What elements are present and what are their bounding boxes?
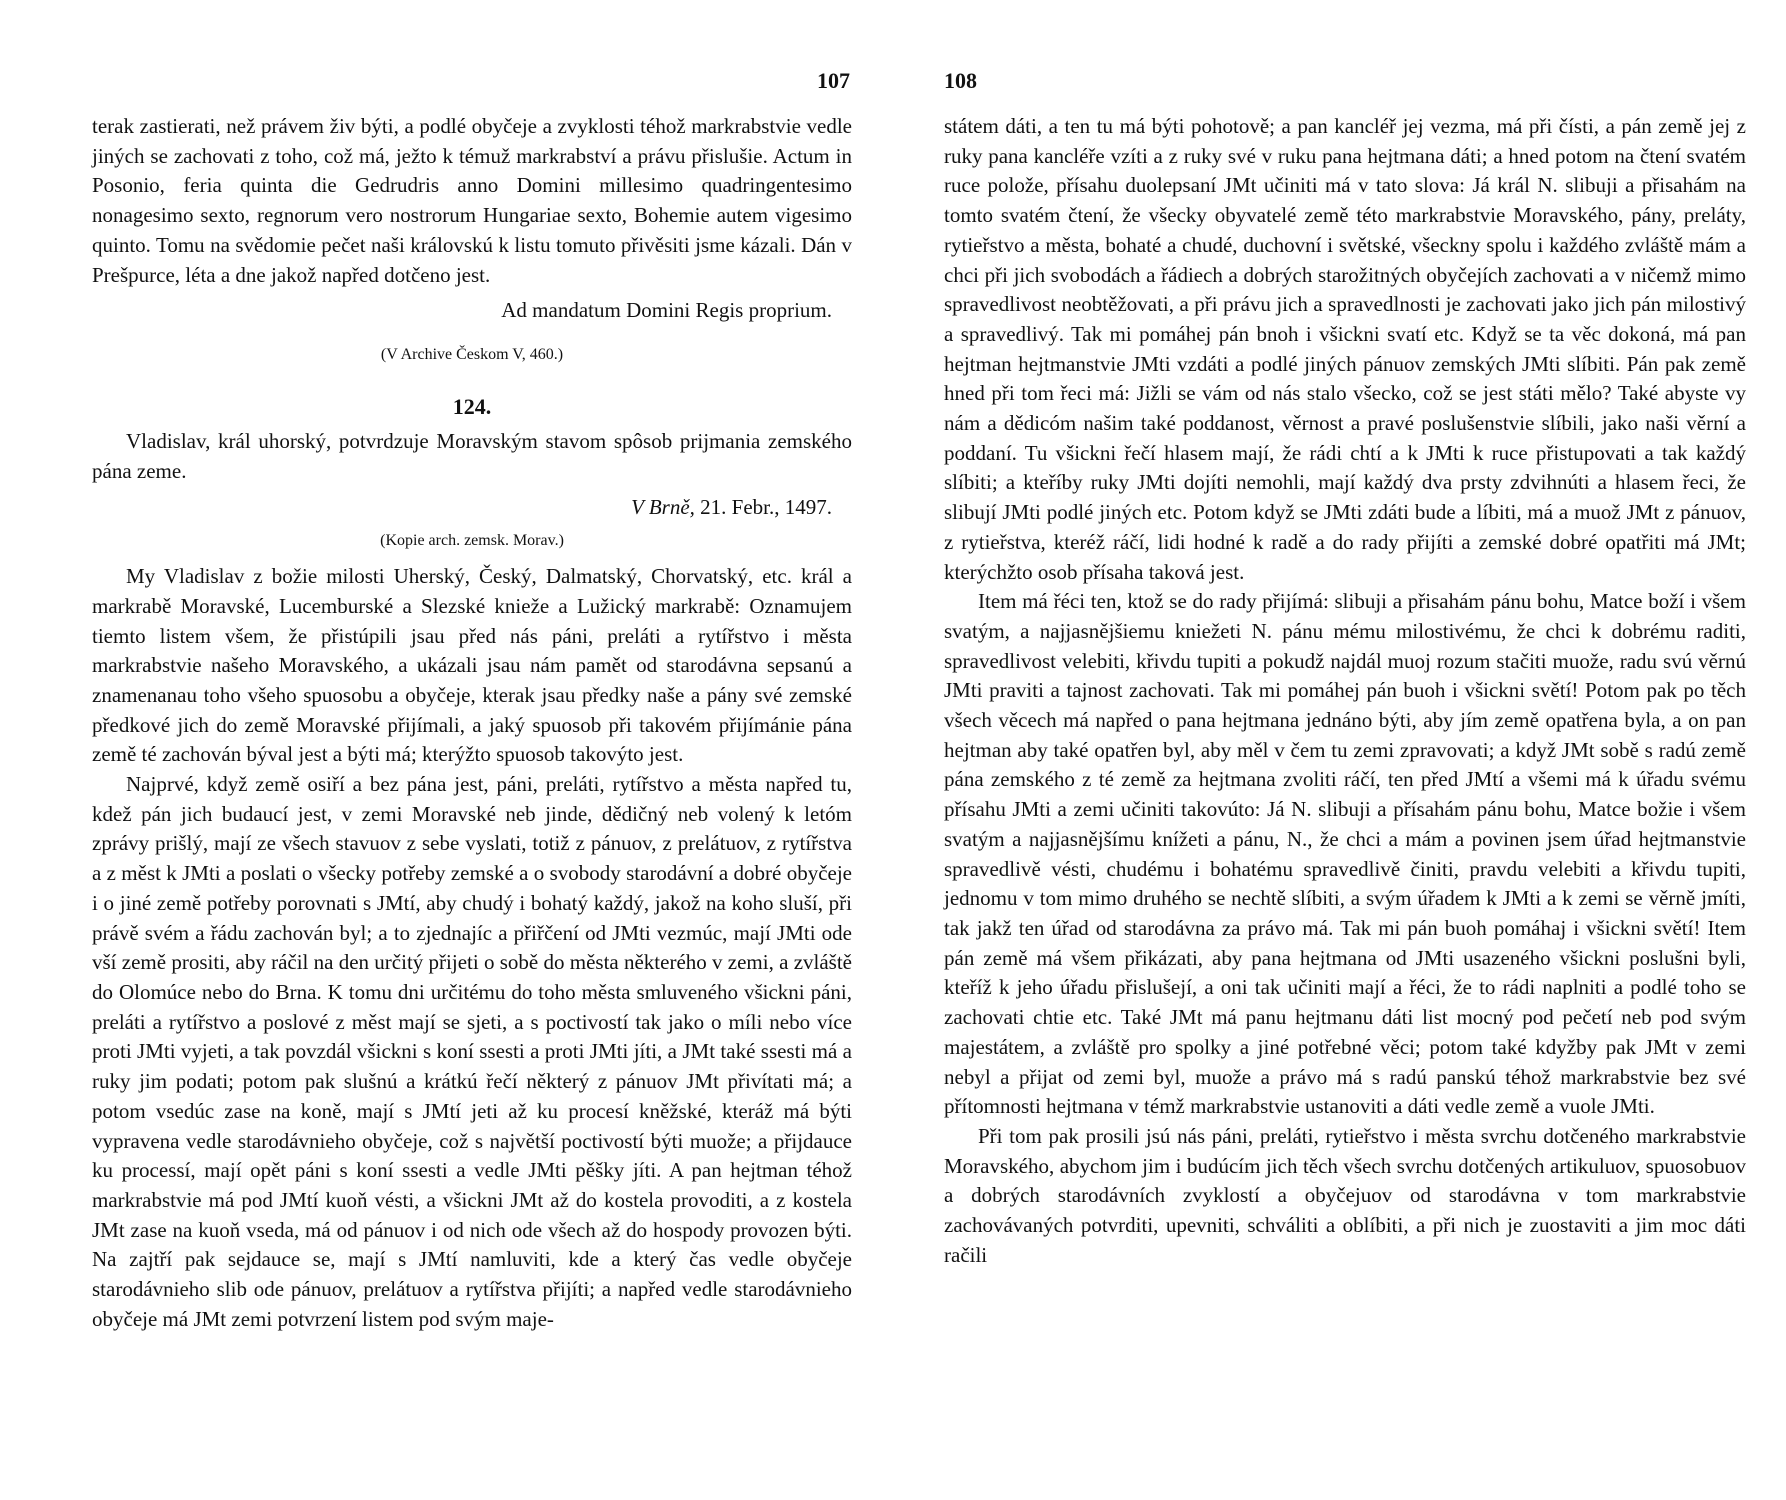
source-citation-1: (V Archive Českom V, 460.) [380, 345, 564, 363]
place: V Brně, [631, 494, 695, 519]
date: 21. Febr., 1497. [700, 494, 832, 519]
document-number: 124. [452, 393, 492, 419]
charter-paragraph-2: Najprvé, když země osiří a bez pána jest, páni, preláti, rytířstvo a města napřed tu, kdež pán jich budaucí jest, v zemi Moravské neb jinde, dědičný neb volený k letóm zprávy prišlý, mají ze všech stavuov z sebe vyslati, totiž z pánuov, z prelátuov, z rytířstva a z měst k JMti a poslati o všecky potřeby zemské a o svobody starodávní a dobré obyčeje i o jiné země potřeby porovnati s JMtí, aby chudý i bohatý každý, jakož na koho sluší, při právě svém a řádu zachován byl; a to zjednajíc a přiřčení od JMti vezmúc, mají JMti ode vší země prositi, aby ráčil na den určitý přijeti o sobě do města některého v zemi, a zvláště do Olomúce nebo do Brna. K tomu dni určitému do toho města smluveného všickni páni, preláti a rytířstvo a poslové z měst mají se sjeti, a s poctivostí tak jako o míli nebo více proti JMti vyjeti, a tak povzdál všickni s koní ssesti a proti JMti jíti, a JMt také ssesti má a ruky jim podati; potom pak slušnú a krátkú řečí některý z pánuov JMt přivítati má; a potom vsedúc zase na koně, mají s JMtí jeti až ku procesí kněžské, kteráž má býti vypravena vedle starodávnieho obyčeje, což s najvětší poctivostí býti muože; a přijdauce ku processí, mají opět páni s koní ssesti a vedle JMti pěšky jíti. A pan hejtman téhož markrabstvie má pod JMtí kuoň vésti, a všickni JMt až do kostela provoditi, a z kostela JMt zase na kuoň vseda, má od pánuov i od nich ode všech až do hospody provozen býti. Na zajtří pak sejdauce se, mají s JMtí namluviti, kde a který čas vedle obyčeje starodávnieho slib ode pánuov, prelátuov a rytířstva přijíti; a napřed vedle starodávnieho obyčeje má JMt zemi potvrzení listem pod svým maje- [92, 772, 852, 1331]
charter-paragraph-1: My Vladislav z božie milosti Uherský, Český, Dalmatský, Chorvatský, etc. král a markrabě Moravské, Lucemburské a Slezské knieže a Lužický markrabě: Oznamujem tiemto listem všem, že přistúpili jsau před nás páni, preláti a rytířstvo i města markrabstvie našeho Moravského, a ukázali jsau nám pamět od starodávna sepsanú a znamenanau toho všeho spuosobu a obyčeje, kterak jsau předky naše a pány své zemské předkové jich do země Moravské přijímali, a jaký spuosob při takovém přijímánie pána země té zachován býval jest a býti má; kterýžto spuosob takovýto jest. [92, 564, 852, 767]
right-page-text [944, 112, 1746, 1270]
oath-paragraph-2: Item má řéci ten, ktož se do rady přijímá: slibuji a přisahám pánu bohu, Matce boží i všem svatým, a najjasnějšiemu kniežeti N. pánu mému milostivému, že chci k dobrému raditi, spravedlivost velebiti, křivdu tupiti a pokudž najdál muoj rozum stačiti muože, radu svú věrnú JMti praviti a tajnost zachovati. Tak mi pomáhej pán buoh i všickni světí! Potom pak po těch všech věcech má napřed o pana hejtmana jednáno býti, aby jím země opatřena byla, a on pan hejtman aby také opatřen byl, aby měl v čem tu zemi zpravovati; a když JMt sobě s radú země pána zemského z té země za hejtmana zvoliti ráčí, ten před JMtí a všemi má k úřadu svému přísahu JMti a zemi učiniti takovúto: Já N. slibuji a přísahám pánu bohu, Matce božie i všem svatým a najjasnějšímu knížeti a pánu, N., že chci a mám a povinen jsem úřad hejtmanstvie spravedlivě vésti, chudému i bohatému spravedlivě činiti, pravdu velebiti a křivdu tupiti, jednomu v tom mimo druhého se nechtě slíbiti, a svým úřadem k JMti a k zemi se věrně jmíti, tak jakž ten úřad od starodávna za právo má. Tak mi pán buoh pomáhaj i všickni světí! Item pán země má všem přikázati, aby pana hejtmana od JMti usazeného všickni poslušni byli, kteříž k jeho úřadu přislušejí, a oni tak učiniti mají a řéci, že to rádi naplniti a podlé toho se zachovati chtie etc. Také JMt má panu hejtmanu dáti list mocný pod pečetí neb pod svým majestátem, a zvláště pro spolky a jiné potřebné věci; potom také kdyžby pak JMt v zemi nebyl a přijat od zemi byl, muože a právo má s radú panskú téhož markrabstvie bez své přítomnosti hejtmana v témž markrabstvie ustanoviti a dáti vedle země a vuole JMti. [944, 589, 1746, 1119]
oath-paragraph-1: státem dáti, a ten tu má býti pohotově; a pan kancléř jej vezma, má při čísti, a pán země jej z ruky pana kancléře vzíti a z ruky své v ruku pana hejtmana dáti; a hned potom na čtení svatém ruce polože, přísahu duolepsaní JMt učiniti má v tato slova: Já král N. slibuji a přisahám na tomto svatém čtení, že všecky obyvatelé země této markrabstvie Moravského, pány, preláty, rytieřstvo a města, bohaté a chudé, duchovní i světské, všeckny spolu i každého zvláště mám a chci při jich svobodách a řádiech a dobrých starožitných obyčejích zachovati a v ničemž mimo spravedlivost neobtěžovati, a při právu jich a spravedlnosti je zachovati jako jich pán milostivý a spravedlivý. Tak mi pomáhej pán bnoh i všickni svatí etc. Když se ta věc dokoná, má pan hejtman hejtmanstvie JMti vzdáti a podlé jiných pánuov zemských JMti slíbiti. Pán pak země hned při tom řeci má: Jižli se vám od nás stalo všecko, což se jest státi mělo? Také abyste vy nám a dědicóm našim také poddanost, věrnost a pravé poslušenstvie slíbili, jako naši věrní a poddaní. Tu všickni řečí hlasem mají, že rádi chtí a k JMti k ruce přistupovati a tak každý slíbiti; a kteříby ruky JMti dojíti nemohli, mají každý dva prsty zdvihnúti a hlasem řeci, že slibují JMti podlé jiných etc. Potom když se JMti zdáti bude a líbiti, má a muož JMt z pánuov, z rytieřstva, kteréž ráčí, lidi hodné k radě a do rady přijíti a zemské dobré opatřiti má JMt; kterýchžto osob přísaha taková jest. [944, 114, 1746, 584]
page-number-left: 107 [817, 68, 850, 93]
right-page [944, 0, 1746, 1500]
closing-paragraph: Při tom pak prosili jsú nás páni, preláti, rytieřstvo i města svrchu dotčeného markrabstvie Moravského, abychom jim i budúcím jich těch všech svrchu dotčených artikuluov, spuosobuov a dobrých starodávních zvyklostí a obyčejuov od starodávna v tom markrabstvie zachovávaných potvrditi, upevniti, schváliti a oblíbiti, a při nich je zuostaviti a jim moc dáti račili [944, 1123, 1746, 1267]
left-page [92, 0, 852, 1500]
place-and-date [92, 493, 852, 523]
continued-paragraph: terak zastierati, než právem živ býti, a podlé obyčeje a zvyklosti téhož markrabstvie vedle jiných se zachovati z toho, což má, ježto k témuž markrabství a právu přislušie. Actum in Posonio, feria quinta die Gedrudris anno Domini millesimo quadringentesimo nonagesimo sexto, regnorum vero nostrorum Hungariae sexto, Bohemie autem vigesimo quinto. Tomu na svědomie pečet naši královskú k listu tomuto přivěsiti jsme kázali. Dán v Prešpurce, léta a dne jakož napřed dotčeno jest. [92, 114, 852, 287]
document-summary: Vladislav, král uhorský, potvrdzuje Moravským stavom spôsob prijmania zemského pána zeme. [92, 429, 852, 484]
source-citation-2: (Kopie arch. zemsk. Morav.) [380, 532, 564, 550]
page-number-right: 108 [944, 68, 977, 93]
royal-mandate: Ad mandatum Domini Regis proprium. [501, 298, 832, 323]
left-page-text [92, 112, 852, 1334]
